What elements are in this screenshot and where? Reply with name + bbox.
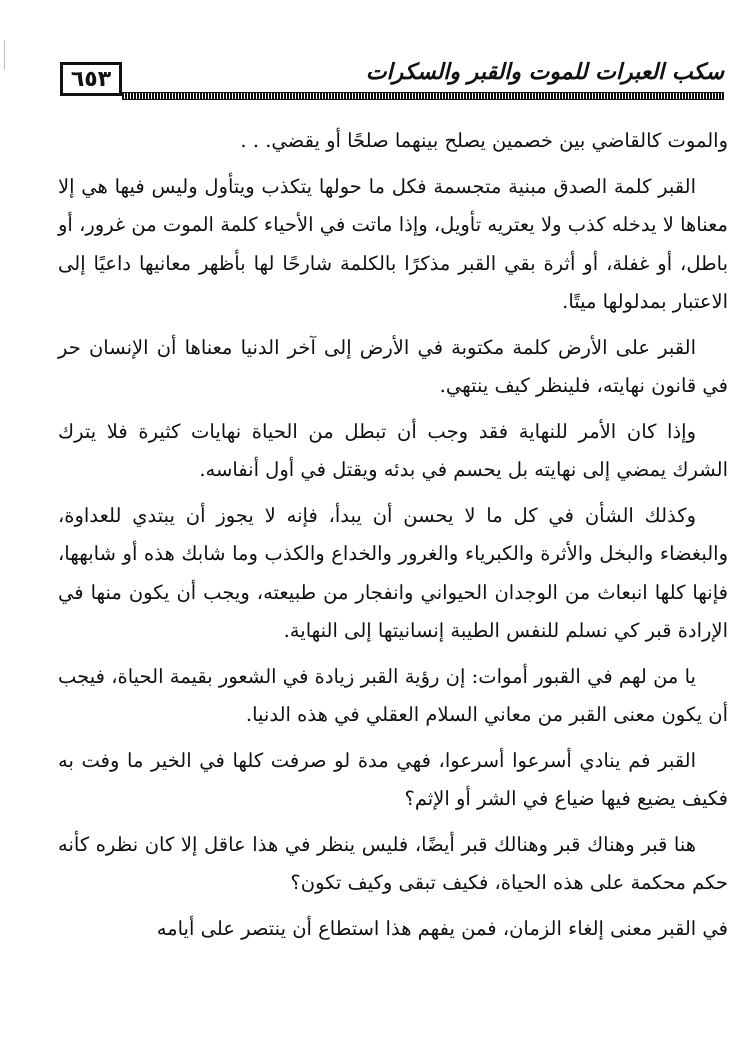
paragraph: في القبر معنى إلغاء الزمان، فمن يفهم هذا استطاع أن ينتصر على أيامه	[156, 916, 728, 940]
page-header	[60, 62, 724, 106]
paragraph: وإذا كان الأمر للنهاية فقد وجب أن تبطل من الحياة نهايات كثيرة فلا يترك الشرك يمضي إلى نهايته بل يحسم في بدئه ويقتل في أول أنفاسه.	[58, 419, 728, 481]
running-title: سكب العبرات للموت والقبر والسكرات	[365, 60, 724, 85]
paragraph: القبر على الأرض كلمة مكتوبة في الأرض إلى آخر الدنيا معناها أن الإنسان حر في قانون نهايته، فلينظر كيف ينتهي.	[58, 335, 728, 397]
header-rule	[122, 92, 724, 100]
paragraph: هنا قبر وهناك قبر وهنالك قبر أيضًا، فليس ينظر في هذا عاقل إلا كان نظره كأنه حكم محكمة على هذه الحياة، فكيف تبقى وكيف تكون؟	[58, 832, 728, 894]
paragraph: القبر كلمة الصدق مبنية متجسمة فكل ما حولها يتكذب ويتأول وليس فيها هي إلا معناها لا يدخله كذب ولا يعتريه تأويل، وإذا ماتت في الأحياء كلمة الموت من غرور، أو باطل، أو غفلة، أو أثرة بقي القبر مذكرًا بالكلمة شارحًا لها بأظهر معانيها داعيًا إلى الاعتبار بمدلولها ميتًا.	[58, 174, 728, 313]
paragraph: والموت كالقاضي بين خصمين يصلح بينهما صلحًا أو يقضي. . .	[240, 129, 728, 152]
paragraph: وكذلك الشأن في كل ما لا يحسن أن يبدأ، فإنه لا يجوز أن يبتدي للعداوة، والبغضاء والبخل والأثرة والكبرياء والغرور والخداع والكذب وما شابك هذه أو شابهها، فإنها كلها انبعاث من الوجدان الحيواني وانفجار من طبيعته، ويجب أن يكون منها في الإرادة قبر كي نسلم للنفس الطيبة إنسانيتها إلى النهاية.	[58, 503, 728, 642]
scan-edge-mark	[4, 40, 5, 70]
paragraph: القبر فم ينادي أسرعوا أسرعوا، فهي مدة لو صرفت كلها في الخير ما وفت به فكيف يضيع فيها ضياع في الشر أو الإثم؟	[58, 748, 728, 810]
body-text	[58, 122, 728, 955]
page-number: ٦٥٣	[60, 62, 122, 96]
paragraph: يا من لهم في القبور أموات: إن رؤية القبر زيادة في الشعور بقيمة الحياة، فيجب أن يكون معنى القبر من معاني السلام العقلي في هذه الدنيا.	[58, 664, 728, 726]
